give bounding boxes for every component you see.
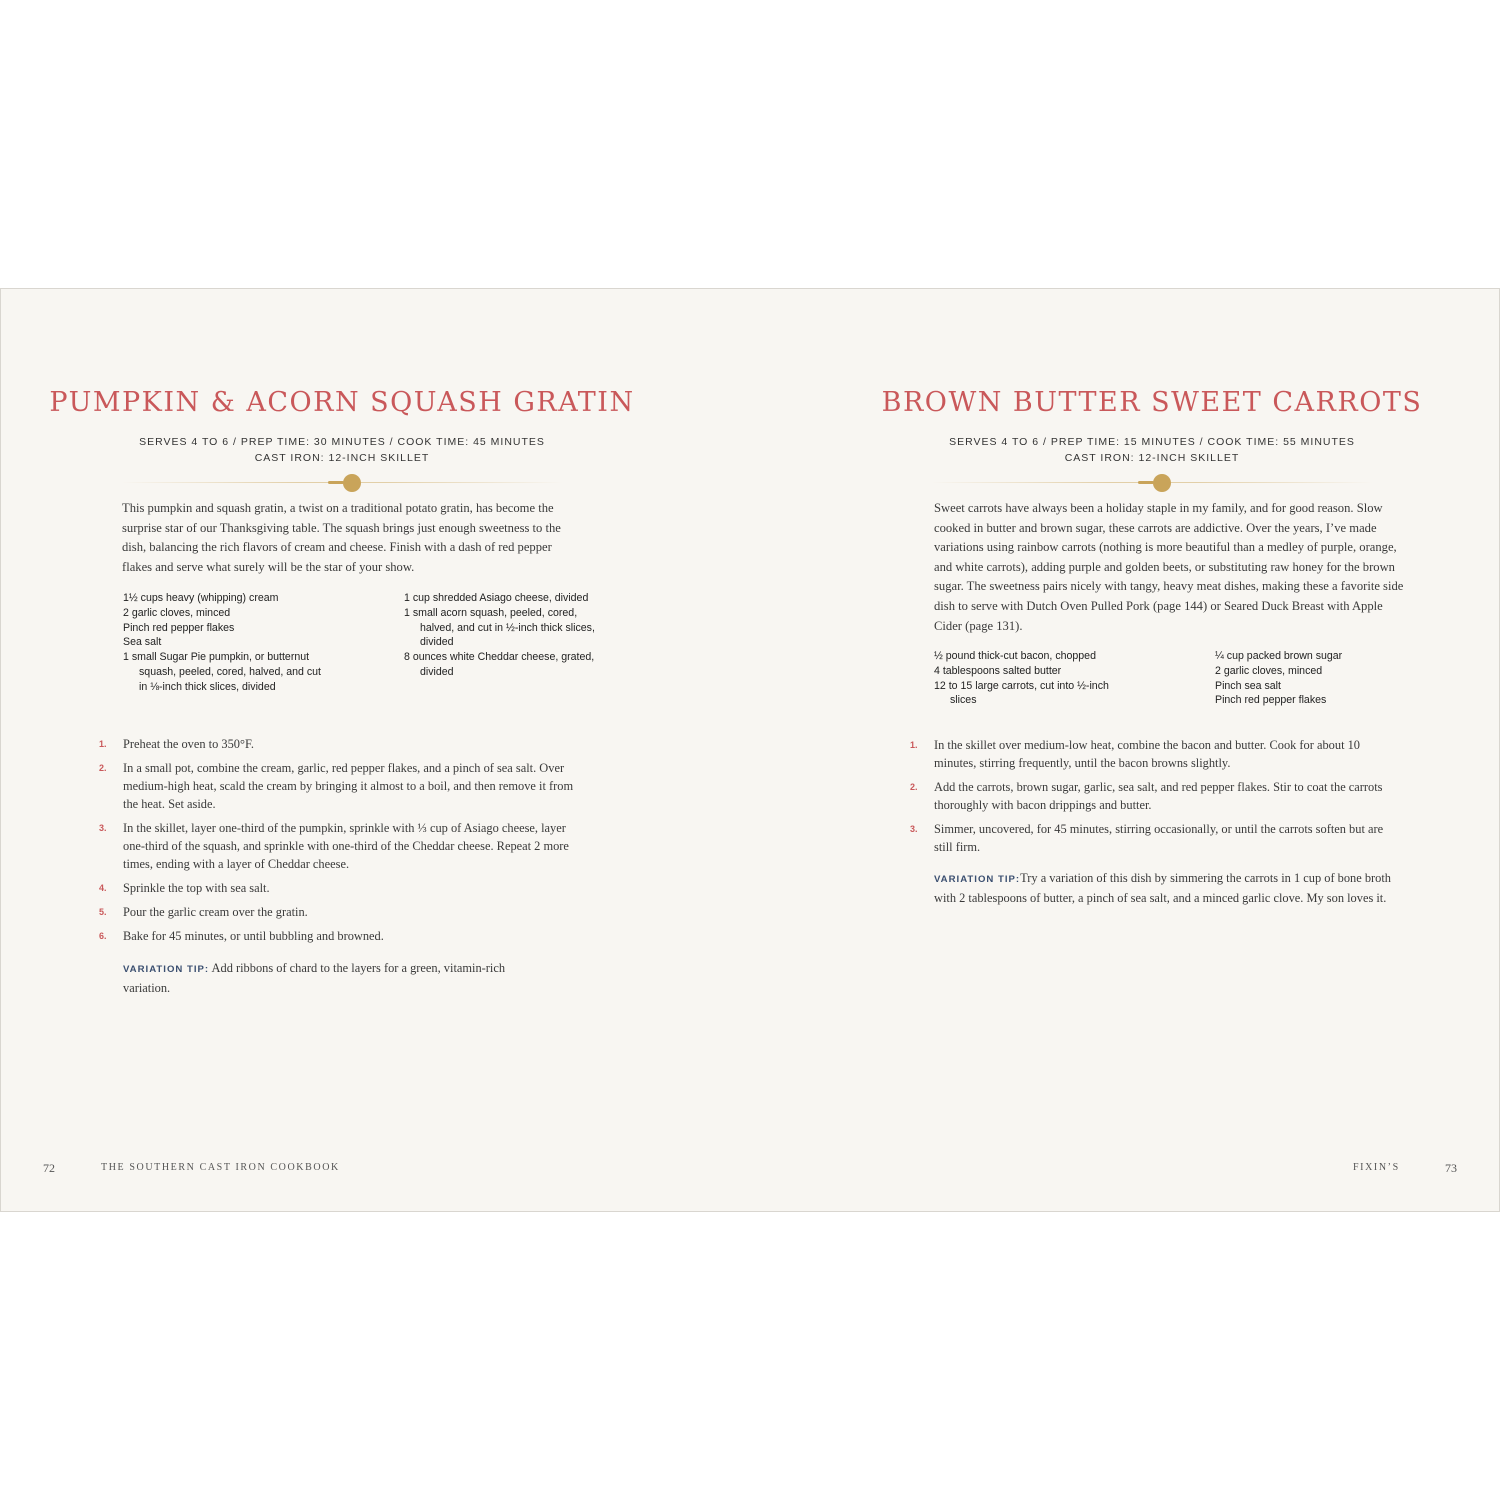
recipe-title: PUMPKIN & ACORN SQUASH GRATIN: [49, 387, 635, 418]
step-text: Simmer, uncovered, for 45 minutes, stirring occasionally, or until the carrots soften but are still firm.: [934, 822, 1384, 854]
skillet-icon: [1138, 473, 1172, 493]
ingredient-item: 2 garlic cloves, minced: [1215, 664, 1323, 677]
variation-tip-text: Try a variation of this dish by simmering the carrots in 1 cup of bone broth with 2 tablespoons of butter, a pinch of sea salt, and a minced garlic clove. My son loves it.: [934, 871, 1392, 905]
step-number: 6.: [99, 931, 107, 941]
book-spread: [0, 288, 1500, 1212]
ingredient-item: 1½ cups heavy (whipping) cream: [123, 592, 279, 604]
step-number: 2.: [99, 763, 107, 773]
step-number: 3.: [99, 823, 107, 833]
variation-tip-label: VARIATION TIP:: [123, 964, 210, 975]
variation-tip: [934, 869, 1408, 907]
recipe-steps: [910, 736, 1400, 862]
step-text: In a small pot, combine the cream, garlic, red pepper flakes, and a pinch of sea salt. Over medium-high heat, scald the cream by bringing it almost to a boil, and then remove it from the heat. Set aside.: [123, 761, 574, 811]
skillet-icon: [328, 473, 362, 493]
left-page: [1, 289, 750, 1211]
meta-servings-times: SERVES 4 TO 6 / PREP TIME: 30 MINUTES / COOK TIME: 45 MINUTES: [139, 436, 545, 448]
ingredients-column-2: [404, 591, 609, 680]
step-number: 3.: [910, 824, 918, 834]
variation-tip: [123, 959, 553, 997]
right-page: [750, 289, 1499, 1211]
section-divider: [121, 473, 563, 493]
page-number: 73: [1445, 1161, 1457, 1175]
step-item: [910, 820, 1400, 856]
meta-cast-iron: CAST IRON: 12-INCH SKILLET: [1064, 452, 1240, 464]
ingredient-item: 2 garlic cloves, minced: [123, 606, 231, 619]
step-item: [99, 879, 585, 897]
step-text: Bake for 45 minutes, or until bubbling and browned.: [123, 929, 384, 943]
recipe-meta: [810, 434, 1494, 466]
ingredient-item: ¼ cup packed brown sugar: [1215, 650, 1343, 662]
ingredient-item: ½ pound thick-cut bacon, chopped: [934, 650, 1096, 662]
step-number: 2.: [910, 782, 918, 792]
step-text: Sprinkle the top with sea salt.: [123, 881, 270, 895]
step-item: [99, 927, 585, 945]
ingredient-item: 4 tablespoons salted butter: [934, 664, 1062, 677]
step-item: [99, 903, 585, 921]
step-item: [99, 759, 585, 813]
step-text: Add the carrots, brown sugar, garlic, sea salt, and red pepper flakes. Stir to coat the carrots thoroughly with bacon drippings and butter.: [934, 780, 1383, 812]
step-text: In the skillet, layer one-third of the pumpkin, sprinkle with ⅓ cup of Asiago cheese, layer one-third of the squash, and sprinkle with one-third of the Cheddar cheese. Repeat 2 more times, ending with a layer of Cheddar cheese.: [123, 821, 569, 871]
recipe-meta: [1, 434, 683, 466]
ingredient-item: 1 cup shredded Asiago cheese, divided: [404, 592, 589, 604]
step-item: [910, 736, 1400, 772]
ingredient-item: 1 small acorn squash, peeled, cored, halved, and cut in ½-inch thick slices, divided: [404, 606, 595, 649]
meta-servings-times: SERVES 4 TO 6 / PREP TIME: 15 MINUTES / COOK TIME: 55 MINUTES: [949, 436, 1355, 448]
recipe-intro: This pumpkin and squash gratin, a twist on a traditional potato gratin, has become the surprise star of our Thanksgiving table. The squash brings just enough sweetness to the dish, balancing the rich flavors of cream and cheese. Finish with a dash of red pepper flakes and serve what surely will be the star of your show.: [122, 501, 561, 574]
step-text: In the skillet over medium-low heat, combine the bacon and butter. Cook for about 10 minutes, stirring frequently, until the bacon browns slightly.: [934, 738, 1360, 770]
ingredients-column-1: [123, 591, 323, 695]
page-number: 72: [43, 1161, 55, 1175]
ingredient-item: 8 ounces white Cheddar cheese, grated, divided: [404, 651, 595, 678]
step-number: 4.: [99, 883, 107, 893]
meta-cast-iron: CAST IRON: 12-INCH SKILLET: [254, 452, 430, 464]
recipe-steps: [99, 735, 585, 951]
step-item: [99, 819, 585, 873]
step-number: 1.: [99, 739, 107, 749]
step-number: 5.: [99, 907, 107, 917]
recipe-title: BROWN BUTTER SWEET CARROTS: [881, 387, 1423, 418]
ingredients-column-1: [934, 649, 1134, 708]
ingredient-item: Sea salt: [123, 636, 162, 649]
recipe-intro: Sweet carrots have always been a holiday staple in my family, and for good reason. Slow cooked in butter and brown sugar, these carrots are addictive. Over the years, I’ve made variations using rainbow carrots (nothing is more beautiful than a medley of purple, orange, and white carrots), adding purple and golden beets, or substituting raw honey for the brown sugar. The sweetness pairs nicely with tangy, heavy meat dishes, making these a favorite side dish to serve with Dutch Oven Pulled Pork (page 144) or Seared Duck Breast with Apple Cider (page 131).: [934, 501, 1404, 633]
variation-tip-text: Add ribbons of chard to the layers for a green, vitamin-rich variation.: [123, 961, 506, 995]
ingredients-column-2: [1215, 649, 1405, 708]
step-item: [910, 778, 1400, 814]
running-head: THE SOUTHERN CAST IRON COOKBOOK: [101, 1162, 340, 1173]
running-head: FIXIN’S: [1353, 1162, 1400, 1173]
step-text: Pour the garlic cream over the gratin.: [123, 905, 308, 919]
step-text: Preheat the oven to 350°F.: [123, 737, 254, 751]
ingredient-item: Pinch red pepper flakes: [123, 621, 235, 634]
ingredient-item: Pinch sea salt: [1215, 679, 1281, 692]
ingredient-item: Pinch red pepper flakes: [1215, 694, 1327, 707]
step-item: [99, 735, 585, 753]
ingredient-item: 12 to 15 large carrots, cut into ½-inch slices: [934, 679, 1109, 707]
section-divider: [931, 473, 1373, 493]
step-number: 1.: [910, 740, 918, 750]
variation-tip-label: VARIATION TIP:: [934, 874, 1021, 885]
ingredient-item: 1 small Sugar Pie pumpkin, or butternut squash, peeled, cored, halved, and cut in ⅛-inch thick slices, divided: [123, 651, 321, 693]
